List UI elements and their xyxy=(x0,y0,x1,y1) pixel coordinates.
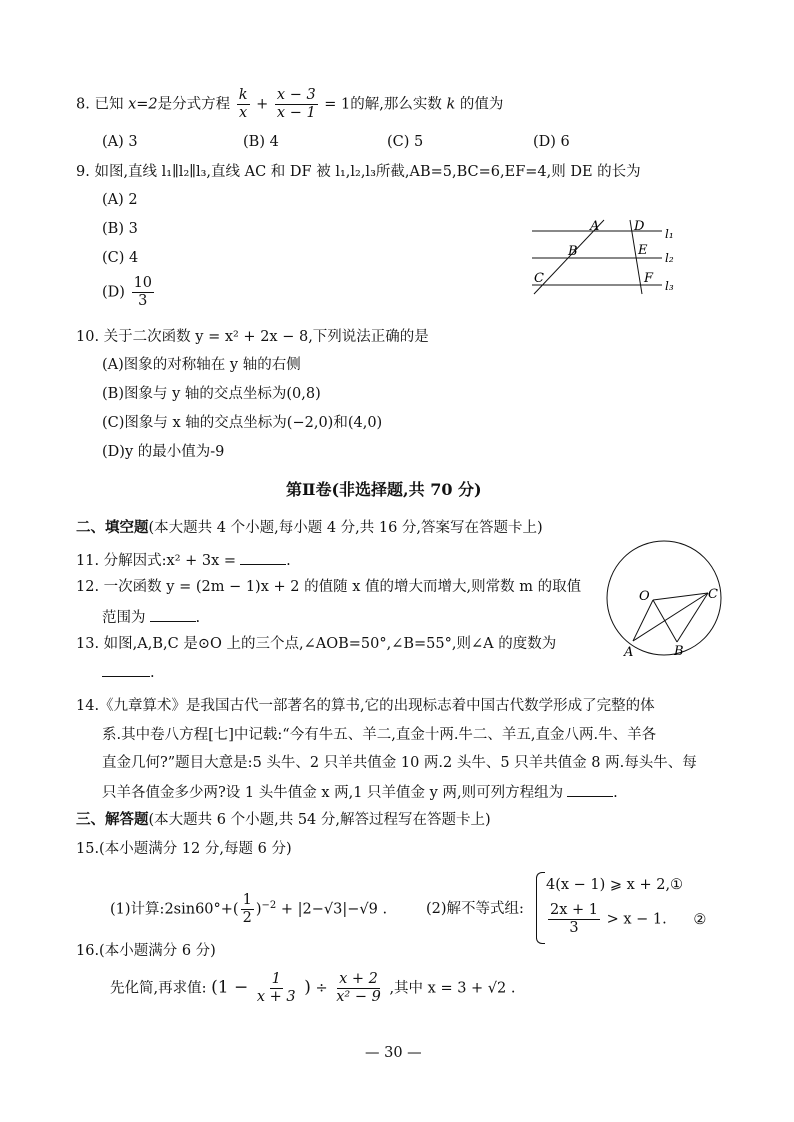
q15-half-fraction: $\frac{1}{2}$ xyxy=(242,892,252,927)
q11: 11. 分解因式:x² + 3x = . xyxy=(76,553,291,569)
q12-line-2: 范围为 . xyxy=(102,610,201,626)
label-l1: l₁ xyxy=(665,227,674,241)
inequality-1: 4(x − 1) ⩾ x + 2,① xyxy=(546,877,684,893)
q15-part-1: (1)计算:2sin60°+( $\frac{1}{2}$ )$^{-2}$ + |2−√3|−√9 . xyxy=(110,892,388,927)
q15-header: 15.(本小题满分 12 分,每题 6 分) xyxy=(76,841,292,857)
label-c: C xyxy=(708,587,718,602)
q9-option-b: (B) 3 xyxy=(102,221,138,237)
q14-line-2: 系.其中卷八方程[七]中记载:“今有牛五、羊二,直金十两.牛二、羊五,直金八两.牛、羊各 xyxy=(102,727,657,743)
page-number: — 30 — xyxy=(365,1045,422,1061)
label-a: A xyxy=(624,645,634,660)
segment-bc xyxy=(677,593,708,642)
q8-fraction-1: $\frac{k}{x}$ xyxy=(238,87,248,122)
q13-answer-blank xyxy=(102,664,150,677)
q8-option-c: (C) 5 xyxy=(387,134,424,150)
q14-line-1: 14.《九章算术》是我国古代一部著名的算书,它的出现标志着中国古代数学形成了完整的体 xyxy=(76,698,655,714)
label-f: F xyxy=(644,271,654,286)
q9-option-c: (C) 4 xyxy=(102,250,139,266)
section2-heading: 二、填空题(本大题共 4 个小题,每小题 4 分,共 16 分,答案写在答题卡上) xyxy=(76,519,543,536)
q10-option-a: (A)图象的对称轴在 y 轴的右侧 xyxy=(102,357,301,373)
label-b: B xyxy=(568,244,578,259)
q10-option-d: (D)y 的最小值为-9 xyxy=(102,444,225,460)
q16-fraction-1: $\frac{1}{x + 3}$ xyxy=(256,971,296,1006)
part2-title: 第Ⅱ卷(非选择题,共 70 分) xyxy=(286,480,482,499)
q14-line-4: 只羊各值金多少两?设 1 头牛值金 x 两,1 只羊值金 y 两,则可列方程组为 . xyxy=(102,785,618,801)
q8-option-a: (A) 3 xyxy=(102,134,138,150)
q8-number: 8. xyxy=(76,96,90,113)
q12-line-1: 12. 一次函数 y = (2m − 1)x + 2 的值随 x 值的增大而增大,则常数 m 的取值 xyxy=(76,579,582,595)
label-e: E xyxy=(638,243,648,258)
inequality-brace xyxy=(536,872,545,944)
q8-stem: 8. 已知 x=2是分式方程 $\frac{k}{x}$ + $\frac{x - 3}{x - 1}$ = 1的解,那么实数 k 的值为 xyxy=(76,87,504,122)
label-b: B xyxy=(674,644,684,659)
q16-expression: 先化简,再求值: (1 − $\frac{1}{x + 3}$ ) ÷ $\frac{x + 2}{\text{x² − 9}}$ ,其中 x = 3 + √2 . xyxy=(110,971,516,1006)
label-l2: l₂ xyxy=(665,251,674,265)
label-c: C xyxy=(534,271,544,286)
q16-header: 16.(本小题满分 6 分) xyxy=(76,943,216,959)
q10-option-c: (C)图象与 x 轴的交点坐标为(−2,0)和(4,0) xyxy=(102,415,383,431)
parallel-lines-figure xyxy=(528,218,688,298)
q13-line-2: . xyxy=(102,664,155,681)
q9-option-a: (A) 2 xyxy=(102,192,138,208)
label-o: O xyxy=(639,589,650,604)
q14-answer-blank xyxy=(567,784,613,797)
circle-o xyxy=(607,541,721,655)
q10-stem: 10. 关于二次函数 y = x² + 2x − 8,下列说法正确的是 xyxy=(76,329,429,345)
inequality-2: $\frac{2x + 1}{3}$ > x − 1. ② xyxy=(550,902,707,937)
label-a: A xyxy=(590,219,600,234)
label-l3: l₃ xyxy=(665,279,674,293)
q11-answer-blank xyxy=(240,552,286,565)
segment-oc xyxy=(653,593,708,600)
q9-option-d: (D) $\frac{10}{3}$ xyxy=(102,275,153,310)
q12-answer-blank xyxy=(150,609,196,622)
inequality-2-fraction: $\frac{2x + 1}{3}$ xyxy=(550,902,598,937)
q9-stem: 9. 如图,直线 l₁∥l₂∥l₃,直线 AC 和 DF 被 l₁,l₂,l₃所截,AB=5,BC=6,EF=4,则 DE 的长为 xyxy=(76,164,641,180)
q10-option-b: (B)图象与 y 轴的交点坐标为(0,8) xyxy=(102,386,321,402)
q8-option-d: (D) 6 xyxy=(533,134,570,150)
q15-part-2-label: (2)解不等式组: xyxy=(426,901,524,917)
q8-option-b: (B) 4 xyxy=(243,134,279,150)
label-d: D xyxy=(634,219,645,234)
q9-option-d-fraction: $\frac{10}{3}$ xyxy=(133,275,153,310)
circle-figure xyxy=(598,538,730,662)
q13-line-1: 13. 如图,A,B,C 是⊙O 上的三个点,∠AOB=50°,∠B=55°,则∠A 的度数为 xyxy=(76,636,557,652)
section3-heading: 三、解答题(本大题共 6 个小题,共 54 分,解答过程写在答题卡上) xyxy=(76,811,491,828)
q14-line-3: 直金几何?”题目大意是:5 头牛、2 只羊共值金 10 两.2 头牛、5 只羊共值金 8 两.每头牛、每 xyxy=(102,755,697,771)
q8-fraction-2: $\frac{x - 3}{x - 1}$ xyxy=(276,87,316,122)
q16-fraction-2: $\frac{x + 2}{\text{x² − 9}}$ xyxy=(336,971,381,1006)
